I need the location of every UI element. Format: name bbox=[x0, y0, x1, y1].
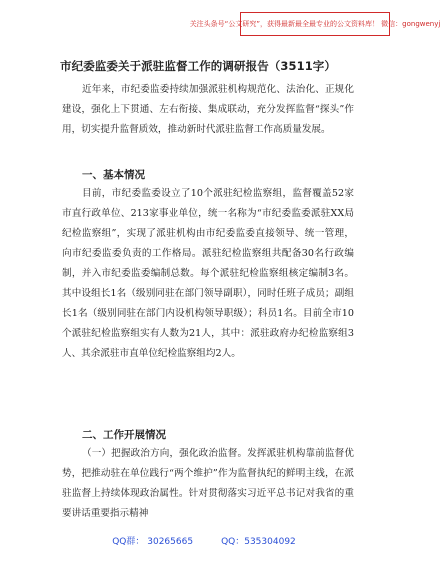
section2-block bbox=[62, 444, 354, 528]
promo-banner-text: 关注头条号“公文研究”，获得最新最全最专业的公文资料库！ 微信：gongwenyj bbox=[189, 20, 440, 28]
section-heading-progress: 二、工作开展情况 bbox=[82, 429, 166, 441]
section1-block bbox=[62, 184, 354, 406]
section2-paragraph: （一）把握政治方向，强化政治监督。发挥派驻机构靠前监督优势，把推动驻在单位践行“两个维护”作为监督执纪的鲜明主线，在派驻监督上持续体现政治属性。针对贯彻落实习近平总书记对我省的重要讲话重要指示精神 bbox=[62, 448, 354, 519]
footer-qq-group: QQ群： 30265665 bbox=[112, 537, 194, 547]
footer-qq-number: QQ：535304092 bbox=[221, 537, 296, 547]
section-heading-basic: 一、基本情况 bbox=[82, 169, 145, 181]
promo-banner bbox=[189, 12, 440, 36]
section1-paragraph: 目前，市纪委监委设立了10个派驻纪检监察组，监督覆盖52家市直行政单位、213家事业单位，统一名称为“市纪委监委派驻XX局纪检监察组”，实现了派驻机构由市纪委监委直接领导、统一管理，向市纪委监委负责的工作格局。派驻纪检监察组共配备30名行政编制，并入市纪委监委编制总数。每个派驻纪检监察组核定编制3名。其中设组长1名（级别同驻在部门领导副职），同时任班子成员；副组长1名（级别同驻在部门内设机构领导职级）；科员1名。目前全市10个派驻纪检监察组实有人数为21人，其中：派驻政府办纪检监察组3人、其余派驻市直单位纪检监察组均2人。 bbox=[62, 188, 354, 359]
document-title: 市纪委监委关于派驻监督工作的调研报告（3511字） bbox=[60, 59, 337, 73]
footer-contacts bbox=[0, 534, 408, 547]
intro-paragraph: 近年来，市纪委监委持续加强派驻机构规范化、法治化、正规化建设，强化上下贯通、左右衔接、集成联动，充分发挥监督“探头”作用，切实提升监督质效，推动新时代派驻监督工作高质量发展。 bbox=[62, 84, 354, 135]
intro-block bbox=[62, 80, 354, 162]
